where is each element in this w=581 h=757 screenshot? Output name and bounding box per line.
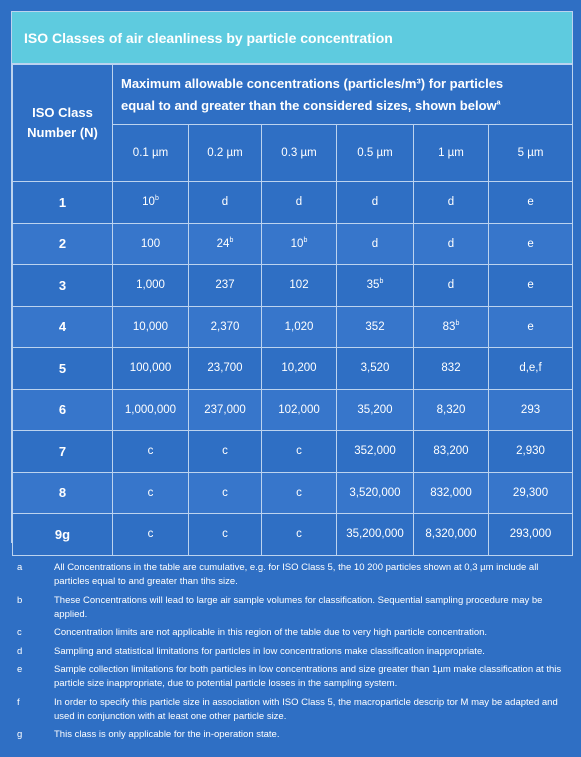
concentration-value: 293,000	[509, 528, 552, 541]
concentration-value: d,e,f	[519, 362, 542, 375]
concentration-cell	[337, 514, 414, 556]
table-row	[13, 472, 573, 514]
concentration-value: d	[447, 279, 455, 292]
concentration-value: c	[296, 486, 302, 499]
concentration-cell	[489, 182, 573, 224]
concentration-cell	[189, 472, 262, 514]
iso-class-number: 9g	[13, 514, 113, 556]
concentration-cell	[414, 348, 489, 390]
concentration-value: 100,000	[129, 362, 172, 375]
concentration-value: c	[222, 445, 228, 458]
concentration-value: d	[447, 196, 455, 209]
footnote-text: These Concentrations will lead to large air sample volumes for classification. Sequential sampling procedure may be applied.	[54, 594, 543, 620]
footnote-item	[17, 594, 562, 622]
concentration-cell	[189, 514, 262, 556]
footnote-text: This class is only applicable for the in-operation state.	[54, 729, 280, 740]
concentration-value: c	[222, 528, 228, 541]
size-header-0: 0.1 µm	[113, 125, 189, 182]
iso-class-number: 3	[13, 265, 113, 307]
concentration-cell	[189, 223, 262, 265]
concentration-cell	[189, 265, 262, 307]
concentration-cell	[489, 223, 573, 265]
concentration-value: 1,000	[136, 279, 165, 292]
concentration-cell	[414, 306, 489, 348]
footnote-text: Sampling and statistical limitations for particles in low concentrations make classification inappropriate.	[54, 645, 485, 657]
concentration-value: 8,320	[436, 403, 466, 416]
concentration-cell	[337, 389, 414, 431]
table-row	[13, 306, 573, 348]
concentration-value: 83,200	[433, 445, 469, 458]
concentration-cell	[337, 306, 414, 348]
concentration-value: 293	[520, 403, 541, 416]
concentration-cell	[489, 306, 573, 348]
concentration-value: 8,320,000	[425, 528, 477, 541]
footnote-marker: b	[455, 319, 460, 327]
concentration-cell	[337, 223, 414, 265]
footnote-marker: b	[303, 236, 308, 244]
iso-class-number: 7	[13, 431, 113, 473]
concentration-cell	[337, 348, 414, 390]
concentration-value: c	[147, 445, 154, 458]
concentration-cell	[337, 472, 414, 514]
concentration-cell	[414, 431, 489, 473]
title-bar	[12, 12, 572, 64]
concentration-value: c	[222, 486, 228, 499]
concentration-cell	[113, 472, 189, 514]
concentration-cell	[262, 306, 337, 348]
footnote-key: d	[17, 645, 23, 657]
concentration-value: 832,000	[430, 486, 472, 499]
table-title: ISO Classes of air cleanliness by particle concentration	[24, 29, 393, 46]
max-header-line2: equal to and greater than the considered sizes, shown below	[121, 97, 497, 113]
table-row	[13, 348, 573, 390]
concentration-cell	[414, 182, 489, 224]
footnote-key: f	[17, 696, 20, 708]
concentration-value: 24	[216, 237, 230, 250]
concentration-cell	[113, 306, 189, 348]
max-concentration-header	[113, 65, 573, 125]
concentration-value: 352	[365, 320, 385, 333]
concentration-value: 10	[290, 237, 304, 250]
concentration-cell	[414, 223, 489, 265]
iso-class-number: 1	[13, 182, 113, 224]
size-header-3: 0.5 µm	[337, 125, 414, 182]
concentration-value: c	[147, 528, 154, 541]
footnote-key: e	[17, 664, 23, 675]
concentration-value: 10,000	[132, 320, 169, 333]
concentration-cell	[262, 348, 337, 390]
concentration-value: 352,000	[354, 445, 396, 458]
table-row	[13, 223, 573, 265]
header-row-top	[13, 65, 573, 125]
concentration-value: c	[296, 528, 302, 541]
concentration-cell	[414, 514, 489, 556]
footnote-text: Sample collection limitations for both particles in low concentrations and size greater than 1µm make classification at this particle size inappropriate, due to potential particle losses in the sampling system.	[54, 664, 562, 689]
footnote-key: g	[17, 729, 23, 740]
concentration-cell	[262, 431, 337, 473]
concentration-value: 2,370	[210, 320, 240, 333]
concentration-cell	[262, 514, 337, 556]
concentration-cell	[189, 182, 262, 224]
iso-class-number: 4	[13, 306, 113, 348]
iso-class-number: 8	[13, 472, 113, 514]
footnote-key: a	[17, 562, 23, 573]
concentration-value: 83	[442, 320, 456, 333]
concentration-value: e	[527, 279, 534, 292]
concentration-cell	[113, 182, 189, 224]
size-header-1: 0.2 µm	[189, 125, 262, 182]
concentration-value: c	[296, 445, 302, 458]
concentration-value: e	[527, 237, 534, 250]
table-row	[13, 431, 573, 473]
table-row	[13, 265, 573, 307]
concentration-value: 35,200,000	[346, 528, 404, 541]
size-header-2: 0.3 µm	[262, 125, 337, 182]
footnote-marker: b	[379, 278, 384, 286]
concentration-cell	[262, 389, 337, 431]
footnote-item	[17, 626, 562, 640]
concentration-cell	[262, 472, 337, 514]
concentration-value: 237	[215, 279, 235, 292]
concentration-value: d	[295, 196, 303, 209]
concentration-cell	[489, 389, 573, 431]
concentration-cell	[113, 223, 189, 265]
size-header-5: 5 µm	[489, 125, 573, 182]
concentration-value: 3,520	[360, 362, 390, 375]
iso-class-number: 2	[13, 223, 113, 265]
concentration-cell	[414, 265, 489, 307]
concentration-cell	[337, 431, 414, 473]
concentration-cell	[262, 223, 337, 265]
footnote-key: c	[17, 627, 22, 638]
concentration-value: d	[221, 196, 229, 209]
concentration-value: 3,520,000	[349, 486, 401, 499]
concentration-cell	[189, 348, 262, 390]
concentration-cell	[189, 389, 262, 431]
table-row	[13, 389, 573, 431]
concentration-value: 10,200	[281, 362, 317, 375]
concentration-value: 23,700	[207, 362, 243, 375]
iso-classes-table	[12, 64, 573, 556]
concentration-cell	[414, 472, 489, 514]
concentration-value: e	[527, 320, 534, 333]
iso-class-number: 5	[13, 348, 113, 390]
concentration-value: d	[371, 196, 379, 209]
concentration-cell	[113, 265, 189, 307]
concentration-cell	[113, 431, 189, 473]
concentration-cell	[337, 265, 414, 307]
concentration-cell	[489, 348, 573, 390]
iso-table-frame	[11, 11, 573, 543]
concentration-cell	[337, 182, 414, 224]
concentration-value: 100	[140, 237, 161, 250]
concentration-value: 237,000	[204, 403, 246, 416]
concentration-cell	[489, 431, 573, 473]
class-header-line2: Number (N)	[27, 125, 98, 140]
footnote-text: In order to specify this particle size in association with ISO Class 5, the macroparticle descrip tor M may be adapted and used in conjunction with at least one other particle size.	[54, 696, 558, 722]
concentration-cell	[113, 389, 189, 431]
footnote-text: All Concentrations in the table are cumulative, e.g. for ISO Class 5, the 10 200 particles shown at 0,3 µm include all particles equal to and greater than tihs size.	[54, 562, 539, 587]
concentration-value: c	[147, 486, 154, 499]
footnote-item	[17, 728, 562, 742]
concentration-value: 1,020	[284, 320, 314, 333]
footnote-text: Concentration limits are not applicable in this region of the table due to very high particle concentration.	[54, 627, 488, 638]
concentration-value: 10	[142, 196, 155, 209]
footnote-key: b	[17, 594, 23, 606]
concentration-cell	[489, 514, 573, 556]
concentration-value: 1,000,000	[124, 403, 177, 416]
concentration-cell	[489, 472, 573, 514]
iso-class-number: 6	[13, 389, 113, 431]
class-header-line1: ISO Class	[32, 105, 93, 120]
concentration-value: 35,200	[357, 403, 393, 416]
table-row	[13, 514, 573, 556]
concentration-value: d	[371, 237, 379, 250]
concentration-value: e	[527, 196, 534, 209]
concentration-cell	[489, 265, 573, 307]
table-row	[13, 182, 573, 224]
footnote-marker: b	[154, 195, 159, 203]
concentration-cell	[262, 182, 337, 224]
concentration-cell	[414, 389, 489, 431]
concentration-value: 102	[289, 279, 309, 292]
max-header-line2-wrap	[121, 95, 572, 117]
footnote-marker: b	[229, 236, 234, 244]
table-body	[13, 182, 573, 556]
size-header-4: 1 µm	[414, 125, 489, 182]
concentration-cell	[113, 514, 189, 556]
concentration-value: 102,000	[278, 403, 320, 416]
concentration-cell	[189, 431, 262, 473]
concentration-value: d	[447, 237, 455, 250]
footnote-item	[17, 645, 562, 659]
concentration-cell	[189, 306, 262, 348]
footnote-item	[17, 663, 562, 691]
concentration-cell	[113, 348, 189, 390]
concentration-value: 2,930	[516, 445, 545, 458]
class-number-header	[13, 65, 113, 182]
concentration-value: 35	[366, 279, 380, 292]
concentration-cell	[262, 265, 337, 307]
concentration-value: 832	[441, 362, 461, 375]
max-header-sup: a	[496, 99, 501, 107]
footnote-item	[17, 696, 562, 724]
footnote-item	[17, 561, 562, 589]
footnotes	[17, 561, 562, 747]
max-header-line1: Maximum allowable concentrations (particles/m³) for particles	[121, 75, 504, 91]
concentration-value: 29,300	[512, 486, 549, 499]
